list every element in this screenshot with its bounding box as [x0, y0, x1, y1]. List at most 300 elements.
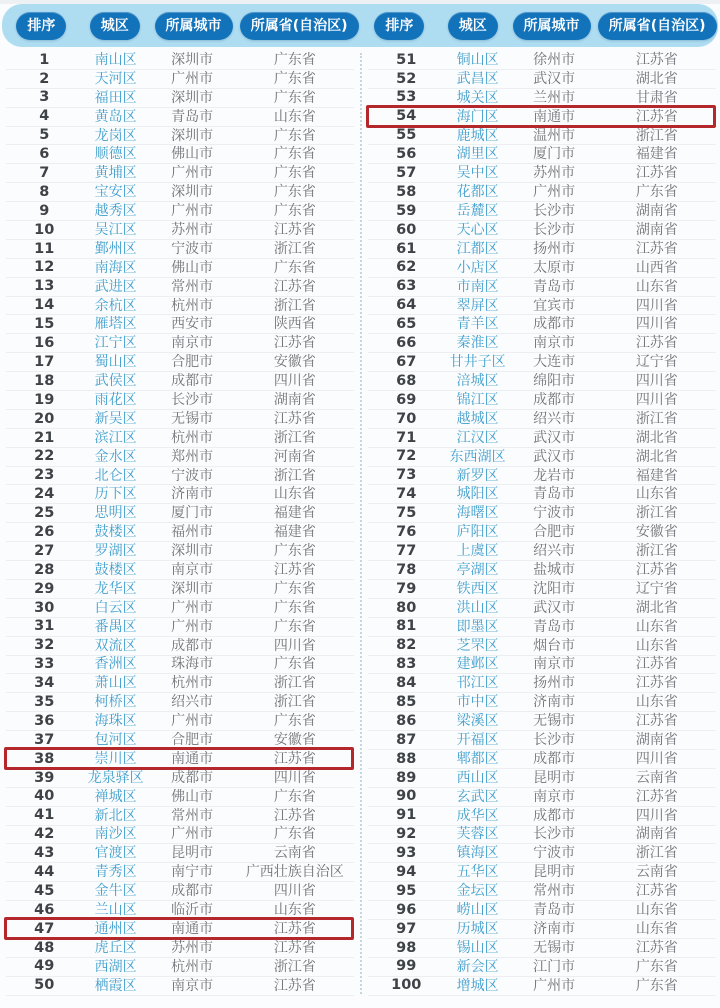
- district-name: 鄞州区: [94, 240, 137, 257]
- district-name: 金牛区: [94, 883, 137, 900]
- rank-cell: 49: [34, 958, 55, 975]
- district-name: 柯桥区: [94, 694, 137, 711]
- table-row: [368, 542, 716, 561]
- city-name: 南京市: [171, 561, 214, 578]
- district-name: 新北区: [94, 807, 137, 824]
- city-name: 长沙市: [533, 203, 576, 220]
- district-header-pill: 城区: [90, 12, 140, 40]
- rank-cell: 43: [34, 845, 55, 862]
- district-name: 玄武区: [456, 788, 499, 805]
- city-name: 青岛市: [533, 902, 576, 919]
- city-name: 沈阳市: [533, 580, 576, 597]
- table-row: [6, 240, 354, 259]
- province-name: 云南省: [635, 864, 678, 881]
- city-name: 广州市: [171, 599, 214, 616]
- table-row: [6, 259, 354, 278]
- rank-cell: 60: [396, 221, 417, 238]
- rank-cell: 46: [34, 901, 55, 918]
- district-name: 南山区: [94, 51, 137, 68]
- table-row: [6, 580, 354, 599]
- table-row: [368, 315, 716, 334]
- province-name: 江苏省: [273, 939, 316, 956]
- city-name: 大连市: [533, 354, 576, 371]
- city-name: 成都市: [171, 637, 214, 654]
- district-name: 邗江区: [456, 675, 499, 692]
- district-name: 福田区: [94, 89, 137, 106]
- city-name: 烟台市: [533, 637, 576, 654]
- rank-cell: 20: [34, 410, 55, 427]
- province-name: 山东省: [273, 108, 316, 125]
- rank-cell: 38: [34, 750, 55, 767]
- table-row-highlighted: [6, 920, 354, 939]
- city-name: 南京市: [533, 656, 576, 673]
- table-row: [368, 958, 716, 977]
- table-row: [368, 920, 716, 939]
- district-name: 越秀区: [94, 203, 137, 220]
- city-name: 无锡市: [171, 410, 214, 427]
- district-name: 兰山区: [94, 902, 137, 919]
- city-name: 南京市: [171, 977, 214, 994]
- city-name: 江门市: [533, 958, 576, 975]
- table-row: [368, 561, 716, 580]
- rank-cell: 71: [396, 429, 417, 446]
- table-row: [6, 901, 354, 920]
- district-name: 鹿城区: [456, 127, 499, 144]
- rank-cell: 29: [34, 580, 55, 597]
- province-name: 安徽省: [635, 524, 678, 541]
- province-name: 广东省: [273, 203, 316, 220]
- rank-cell: 88: [396, 750, 417, 767]
- rank-cell: 41: [34, 807, 55, 824]
- province-name: 江苏省: [635, 165, 678, 182]
- province-name: 江苏省: [635, 108, 678, 125]
- rank-cell: 87: [396, 731, 417, 748]
- table-row: [6, 523, 354, 542]
- city-name: 武汉市: [533, 70, 576, 87]
- city-name: 广州市: [171, 618, 214, 635]
- rank-cell: 6: [39, 146, 50, 163]
- province-name: 山东省: [635, 637, 678, 654]
- city-name: 龙岩市: [533, 467, 576, 484]
- table-row: [368, 89, 716, 108]
- city-name: 深圳市: [171, 543, 214, 560]
- city-name: 青岛市: [533, 278, 576, 295]
- city-name: 宁波市: [171, 467, 214, 484]
- rank-cell: 28: [34, 561, 55, 578]
- table-row: [368, 183, 716, 202]
- rank-cell: 39: [34, 769, 55, 786]
- rank-cell: 90: [396, 788, 417, 805]
- rank-cell: 55: [396, 127, 417, 144]
- district-name: 天心区: [456, 221, 499, 238]
- city-name: 绍兴市: [171, 694, 214, 711]
- rank-header-pill: 排序: [16, 12, 66, 40]
- city-name: 徐州市: [533, 51, 576, 68]
- city-name: 盐城市: [533, 561, 576, 578]
- district-name: 城阳区: [456, 486, 499, 503]
- district-name: 鼓楼区: [94, 561, 137, 578]
- province-name: 江苏省: [273, 335, 316, 352]
- province-name: 湖北省: [635, 599, 678, 616]
- rank-cell: 16: [34, 335, 55, 352]
- district-name: 小店区: [456, 259, 499, 276]
- rank-cell: 50: [34, 977, 55, 994]
- table-row: [368, 145, 716, 164]
- province-name: 云南省: [635, 769, 678, 786]
- table-row: [368, 410, 716, 429]
- table-row: [368, 656, 716, 675]
- table-row: [368, 51, 716, 70]
- rank-cell: 84: [396, 675, 417, 692]
- table-row: [6, 599, 354, 618]
- province-name: 广东省: [273, 259, 316, 276]
- rank-cell: 24: [34, 486, 55, 503]
- city-name: 济南市: [533, 920, 576, 937]
- table-row: [368, 70, 716, 89]
- province-name: 广东省: [273, 127, 316, 144]
- rank-cell: 81: [396, 618, 417, 635]
- city-name: 苏州市: [171, 221, 214, 238]
- district-name: 市中区: [456, 694, 499, 711]
- district-name: 雨花区: [94, 391, 137, 408]
- district-name: 萧山区: [94, 675, 137, 692]
- district-name: 市南区: [456, 278, 499, 295]
- province-name: 广东省: [273, 599, 316, 616]
- district-name: 洪山区: [456, 599, 499, 616]
- district-name: 南海区: [94, 259, 137, 276]
- rank-cell: 12: [34, 259, 55, 276]
- rank-cell: 70: [396, 410, 417, 427]
- table-row: [368, 580, 716, 599]
- table-row: [368, 977, 716, 996]
- ranking-table-ranks-1-50: [6, 51, 354, 996]
- table-row: [368, 712, 716, 731]
- district-name: 金水区: [94, 448, 137, 465]
- district-name: 甘井子区: [449, 354, 506, 371]
- rank-cell: 35: [34, 693, 55, 710]
- rank-cell: 83: [396, 656, 417, 673]
- table-row: [368, 750, 716, 769]
- rank-cell: 1: [39, 51, 50, 68]
- city-name: 深圳市: [171, 51, 214, 68]
- province-name: 广东省: [273, 826, 316, 843]
- rank-cell: 58: [396, 183, 417, 200]
- rank-cell: 4: [39, 108, 50, 125]
- city-name: 苏州市: [171, 939, 214, 956]
- city-name: 杭州市: [171, 675, 214, 692]
- district-name: 芙蓉区: [456, 826, 499, 843]
- district-name: 海门区: [456, 108, 499, 125]
- table-row: [6, 561, 354, 580]
- table-row: [368, 278, 716, 297]
- city-name: 南宁市: [171, 864, 214, 881]
- city-name: 长沙市: [533, 826, 576, 843]
- table-row: [6, 882, 354, 901]
- district-name: 锦江区: [456, 391, 499, 408]
- district-name: 铜山区: [456, 51, 499, 68]
- rank-cell: 30: [34, 599, 55, 616]
- district-name: 增城区: [456, 977, 499, 994]
- city-name: 南京市: [171, 335, 214, 352]
- province-name: 浙江省: [635, 505, 678, 522]
- table-row: [368, 599, 716, 618]
- province-name: 浙江省: [635, 410, 678, 427]
- district-name: 翠屏区: [456, 297, 499, 314]
- province-name: 江苏省: [273, 221, 316, 238]
- rank-cell: 8: [39, 183, 50, 200]
- province-name: 江苏省: [635, 656, 678, 673]
- city-name: 南通市: [171, 750, 214, 767]
- district-name: 西湖区: [94, 958, 137, 975]
- city-name: 成都市: [533, 391, 576, 408]
- column-header-rank: [360, 12, 439, 40]
- province-name: 江苏省: [273, 278, 316, 295]
- table-row-highlighted: [368, 108, 716, 127]
- province-name: 江苏省: [635, 939, 678, 956]
- table-row: [6, 315, 354, 334]
- rank-cell: 73: [396, 467, 417, 484]
- city-name: 太原市: [533, 259, 576, 276]
- district-name: 庐阳区: [456, 524, 499, 541]
- province-name: 四川省: [635, 373, 678, 390]
- district-name: 岳麓区: [456, 203, 499, 220]
- city-name: 广州市: [533, 184, 576, 201]
- district-name: 天河区: [94, 70, 137, 87]
- table-row: [368, 863, 716, 882]
- district-name: 宝安区: [94, 184, 137, 201]
- district-name: 镇海区: [456, 845, 499, 862]
- table-row: [6, 164, 354, 183]
- table-row: [6, 674, 354, 693]
- header-left-half: [2, 4, 360, 47]
- table-row: [368, 769, 716, 788]
- province-name: 湖南省: [635, 732, 678, 748]
- table-header-bar: [2, 4, 718, 47]
- city-name: 南通市: [533, 108, 576, 125]
- rank-cell: 95: [396, 882, 417, 899]
- city-name: 无锡市: [533, 939, 576, 956]
- district-ranking-page: [0, 4, 720, 1008]
- rank-cell: 33: [34, 656, 55, 673]
- column-header-city: [149, 12, 239, 40]
- city-name: 宜宾市: [533, 297, 576, 314]
- column-header-province: [238, 12, 360, 40]
- district-name: 历下区: [94, 486, 137, 503]
- city-name: 济南市: [171, 486, 214, 503]
- table-row: [6, 807, 354, 826]
- city-name: 武汉市: [533, 599, 576, 616]
- city-name: 温州市: [533, 127, 576, 144]
- province-name: 福建省: [635, 146, 678, 163]
- table-row: [368, 391, 716, 410]
- city-name: 广州市: [171, 203, 214, 220]
- province-name: 广东省: [273, 713, 316, 730]
- province-name: 四川省: [635, 750, 678, 767]
- rank-cell: 100: [391, 977, 422, 994]
- table-row: [6, 127, 354, 146]
- province-name: 湖北省: [635, 429, 678, 446]
- district-name: 越城区: [456, 410, 499, 427]
- province-name: 河南省: [273, 448, 316, 465]
- province-name: 浙江省: [273, 467, 316, 484]
- district-name: 梁溪区: [456, 713, 499, 730]
- city-name: 佛山市: [171, 146, 214, 163]
- table-row: [368, 939, 716, 958]
- province-name: 山东省: [635, 278, 678, 295]
- district-name: 铁西区: [456, 580, 499, 597]
- rank-cell: 36: [34, 712, 55, 729]
- rank-cell: 57: [396, 165, 417, 182]
- table-row: [368, 693, 716, 712]
- rank-cell: 69: [396, 391, 417, 408]
- district-name: 上虞区: [456, 543, 499, 560]
- rank-cell: 80: [396, 599, 417, 616]
- rank-cell: 19: [34, 391, 55, 408]
- province-name: 四川省: [635, 297, 678, 314]
- district-name: 武进区: [94, 278, 137, 295]
- city-name: 临沂市: [171, 902, 214, 919]
- rank-cell: 63: [396, 278, 417, 295]
- province-name: 湖北省: [635, 70, 678, 87]
- rank-cell: 44: [34, 863, 55, 880]
- province-name: 山东省: [635, 486, 678, 503]
- province-name: 广东省: [273, 543, 316, 560]
- district-name: 五华区: [456, 864, 499, 881]
- province-name: 广东省: [273, 51, 316, 68]
- rank-cell: 79: [396, 580, 417, 597]
- district-name: 通州区: [94, 920, 137, 937]
- province-name: 山东省: [273, 486, 316, 503]
- table-row: [6, 693, 354, 712]
- table-row: [6, 788, 354, 807]
- rank-cell: 99: [396, 958, 417, 975]
- district-name: 建邺区: [456, 656, 499, 673]
- city-name: 杭州市: [171, 297, 214, 314]
- table-row: [6, 485, 354, 504]
- province-name: 浙江省: [273, 429, 316, 446]
- table-row: [368, 164, 716, 183]
- province-name: 广东省: [273, 656, 316, 673]
- district-name: 禅城区: [94, 788, 137, 805]
- district-name: 开福区: [456, 732, 499, 748]
- city-name: 昆明市: [533, 769, 576, 786]
- district-name: 海珠区: [94, 713, 137, 730]
- rank-cell: 68: [396, 372, 417, 389]
- province-header-pill: 所属省(自治区): [598, 12, 717, 40]
- rank-cell: 15: [34, 316, 55, 333]
- city-name: 成都市: [171, 769, 214, 786]
- table-row: [368, 297, 716, 316]
- table-row: [368, 807, 716, 826]
- district-name: 雁塔区: [94, 316, 137, 333]
- province-name: 江苏省: [635, 883, 678, 900]
- city-name: 昆明市: [171, 845, 214, 862]
- city-name: 合肥市: [171, 354, 214, 371]
- district-header-pill: 城区: [448, 12, 498, 40]
- table-row: [6, 429, 354, 448]
- table-row: [368, 429, 716, 448]
- city-name: 成都市: [171, 883, 214, 900]
- table-row: [6, 939, 354, 958]
- column-header-district: [81, 12, 149, 40]
- province-name: 福建省: [635, 467, 678, 484]
- rank-cell: 89: [396, 769, 417, 786]
- table-row: [6, 826, 354, 845]
- province-name: 四川省: [273, 637, 316, 654]
- table-row: [6, 637, 354, 656]
- city-name: 常州市: [171, 278, 214, 295]
- district-name: 亭湖区: [456, 561, 499, 578]
- city-name: 武汉市: [533, 429, 576, 446]
- city-name: 宁波市: [533, 505, 576, 522]
- header-right-half: [360, 4, 718, 47]
- table-row: [6, 467, 354, 486]
- city-name: 南京市: [533, 788, 576, 805]
- rank-cell: 34: [34, 675, 55, 692]
- city-name: 兰州市: [533, 89, 576, 106]
- province-name: 江苏省: [635, 713, 678, 730]
- city-name: 杭州市: [171, 429, 214, 446]
- rank-cell: 86: [396, 712, 417, 729]
- province-name: 安徽省: [273, 732, 316, 748]
- table-row: [6, 618, 354, 637]
- district-name: 包河区: [94, 732, 137, 748]
- table-row: [6, 89, 354, 108]
- table-row: [6, 183, 354, 202]
- city-header-pill: 所属城市: [513, 12, 591, 40]
- district-name: 蜀山区: [94, 354, 137, 371]
- district-name: 顺德区: [94, 146, 137, 163]
- district-name: 白云区: [94, 599, 137, 616]
- province-name: 广东省: [273, 580, 316, 597]
- rank-cell: 92: [396, 826, 417, 843]
- table-row: [6, 51, 354, 70]
- table-row: [6, 334, 354, 353]
- province-name: 江苏省: [273, 807, 316, 824]
- city-name: 厦门市: [533, 146, 576, 163]
- rank-cell: 64: [396, 297, 417, 314]
- rank-cell: 32: [34, 637, 55, 654]
- table-row: [368, 731, 716, 750]
- rank-cell: 21: [34, 429, 55, 446]
- province-name: 江苏省: [635, 335, 678, 352]
- city-name: 绍兴市: [533, 410, 576, 427]
- province-name: 云南省: [273, 845, 316, 862]
- district-name: 北仑区: [94, 467, 137, 484]
- rank-cell: 3: [39, 89, 50, 106]
- province-name: 广东省: [273, 70, 316, 87]
- rank-cell: 93: [396, 845, 417, 862]
- province-name: 湖北省: [635, 448, 678, 465]
- table-row: [6, 108, 354, 127]
- province-name: 湖南省: [635, 221, 678, 238]
- district-name: 崇川区: [94, 750, 137, 767]
- table-row: [6, 977, 354, 996]
- district-name: 城关区: [456, 89, 499, 106]
- rank-cell: 78: [396, 561, 417, 578]
- city-name: 合肥市: [171, 732, 214, 748]
- rank-cell: 77: [396, 542, 417, 559]
- district-name: 鼓楼区: [94, 524, 137, 541]
- province-name: 山东省: [273, 902, 316, 919]
- district-name: 新会区: [456, 958, 499, 975]
- rank-cell: 74: [396, 486, 417, 503]
- city-name: 宁波市: [171, 240, 214, 257]
- rank-cell: 23: [34, 467, 55, 484]
- rank-cell: 27: [34, 542, 55, 559]
- district-name: 涪城区: [456, 373, 499, 390]
- city-name: 长沙市: [171, 391, 214, 408]
